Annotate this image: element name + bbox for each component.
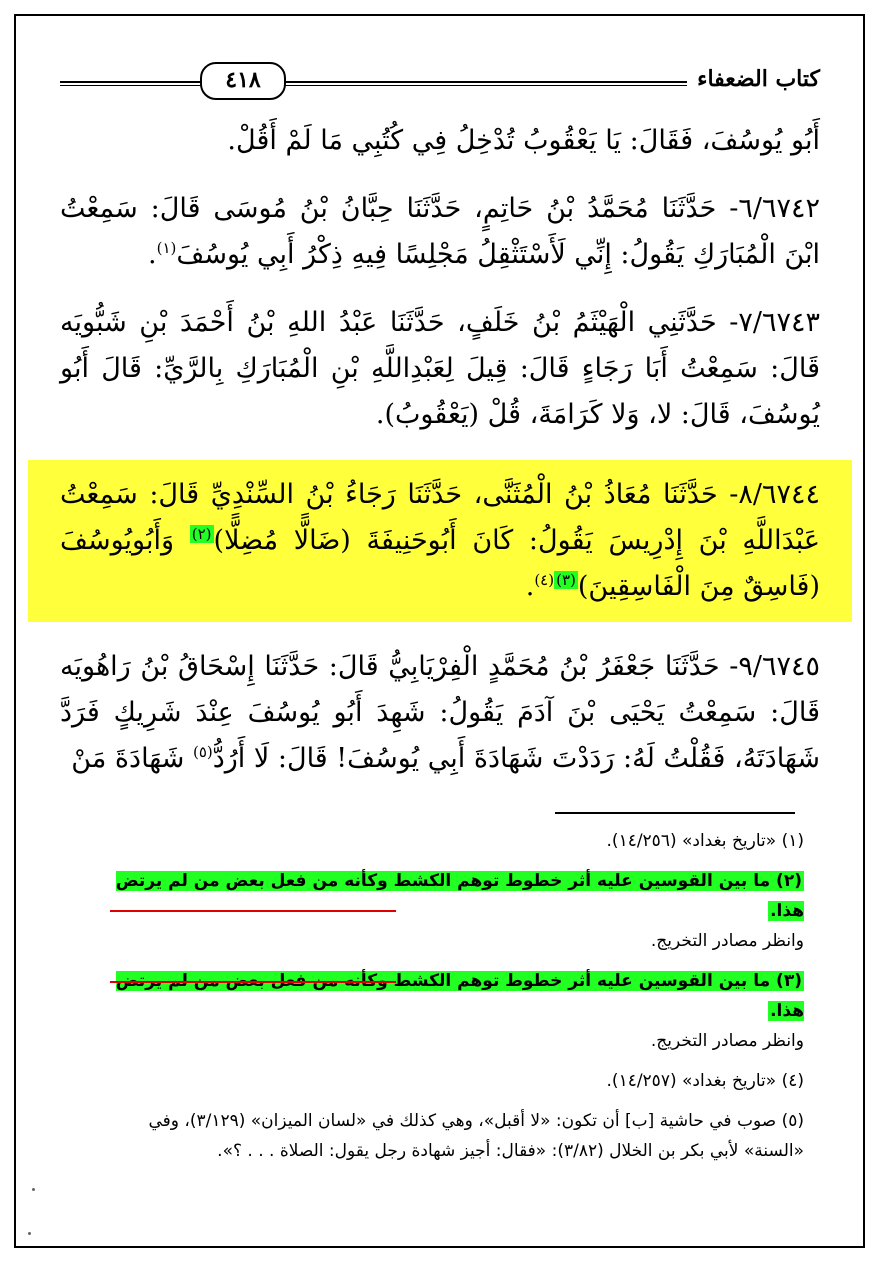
book-title: كتاب الضعفاء — [687, 66, 820, 92]
footnote-5: (٥) صوب في حاشية [ب] أن تكون: «لا أقبل»، وهي كذلك في «لسان الميزان» (٣/١٢٩)، وفي «السنة» لأبي بكر بن الخلال (٣/٨٢): «فقال: أجيز شهادة رجل يقول: الصلاة . . . ؟». — [148, 1111, 804, 1161]
paragraph-6745-text: ٩/٦٧٤٥- حَدَّثَنَا جَعْفَرُ بْنُ مُحَمَّدٍ الْفِرْيَابِيُّ قَالَ: حَدَّثَنَا إِسْحَاقُ بْنُ رَاهُويَه قَالَ: سَمِعْتُ يَحْيَى بْنَ آدَمَ يَقُولُ: شَهِدَ أَبُو يُوسُفَ عِنْدَ شَرِيكٍ فَرَدَّ شَهَادَتَهُ، فَقُلْتُ لَهُ: رَدَدْتَ شَهَادَةَ أَبِي يُوسُفَ! قَالَ: لَا أَرُدُّ — [60, 651, 820, 774]
paragraph-6742-text: ٦/٦٧٤٢- حَدَّثَنَا مُحَمَّدُ بْنُ حَاتِمٍ، حَدَّثَنَا حِبَّانُ بْنُ مُوسَى قَالَ: سَمِعْتُ ابْنَ الْمُبَارَكِ يَقُولُ: إِنِّي لَأَسْتَثْقِلُ مَجْلِسًا فِيهِ ذِكْرُ أَبِي يُوسُفَ — [60, 193, 820, 270]
page-number: ٤١٨ — [200, 62, 286, 100]
paragraph-6743: ٧/٦٧٤٣- حَدَّثَنِي الْهَيْثَمُ بْنُ خَلَفٍ، حَدَّثَنَا عَبْدُ اللهِ بْنُ أَحْمَدَ بْنِ شَبُّويَه قَالَ: سَمِعْتُ أَبَا رَجَاءٍ قَالَ: قِيلَ لِعَبْدِاللَّهِ بْنِ الْمُبَارَكِ بِالرَّيِّ: قَالَ أَبُو يُوسُفَ، قَالَ: لا، وَلا كَرَامَةَ، قُلْ (يَعْقُوبُ). — [60, 307, 820, 430]
footnote-2-highlighted: (٢) ما بين القوسين عليه أثر خطوط توهم الكشط وكأنه من فعل بعض من لم يرتض هذا. — [115, 871, 804, 921]
paragraph-6742-end: . — [148, 239, 157, 270]
page-header — [60, 62, 820, 102]
footnote-ref-3: (٣) — [556, 571, 576, 589]
scan-speck — [32, 1188, 35, 1191]
paragraph-6744-mid: وَأَبُويُوسُفَ (فَاسِقٌ مِنَ الْفَاسِقِينَ) — [60, 525, 820, 602]
footnote-ref-2: (٢) — [191, 525, 212, 543]
paragraph-6744-end: . — [525, 571, 535, 602]
footnote-3-highlighted: (٣) ما بين القوسين عليه أثر خطوط توهم الكشط وكأنه من فعل بعض من لم يرتض هذا. — [115, 971, 804, 1021]
footnotes — [96, 826, 804, 1176]
paragraph-6744-highlighted — [28, 460, 852, 622]
footnote-4: (٤) «تاريخ بغداد» (١٤/٢٥٧). — [606, 1071, 804, 1091]
footnote-3-rest: وانظر مصادر التخريج. — [650, 1031, 804, 1051]
red-underline-footnote-3 — [110, 981, 396, 983]
scan-speck — [28, 1232, 31, 1235]
paragraph-6745-end: شَهَادَةَ مَنْ — [71, 743, 193, 774]
main-text — [60, 118, 820, 782]
footnote-3 — [96, 966, 804, 1056]
footnote-ref-5: (٥) — [192, 743, 213, 761]
paragraph-6742 — [60, 186, 820, 278]
footnote-1: (١) «تاريخ بغداد» (١٤/٢٥٦). — [606, 831, 804, 851]
red-underline-footnote-2 — [110, 910, 396, 912]
footnote-2-rest: وانظر مصادر التخريج. — [650, 931, 804, 951]
paragraph-0: أَبُو يُوسُفَ، فَقَالَ: يَا يَعْقُوبُ تُدْخِلُ فِي كُتُبِي مَا لَمْ أَقُلْ. — [227, 125, 820, 156]
footnote-divider — [555, 812, 795, 814]
footnote-ref-1: (١) — [156, 239, 177, 257]
paragraph-6745 — [60, 644, 820, 782]
paragraph-6744-text: ٨/٦٧٤٤- حَدَّثَنَا مُعَاذُ بْنُ الْمُثَنَّى، حَدَّثَنَا رَجَاءُ بْنُ السِّنْدِيِّ قَالَ: سَمِعْتُ عَبْدَاللَّهِ بْنَ إِدْرِيسَ يَقُولُ: كَانَ أَبُوحَنِيفَةَ (ضَالًّا مُضِلًّا) — [60, 479, 821, 556]
footnote-ref-4: (٤) — [534, 571, 555, 589]
